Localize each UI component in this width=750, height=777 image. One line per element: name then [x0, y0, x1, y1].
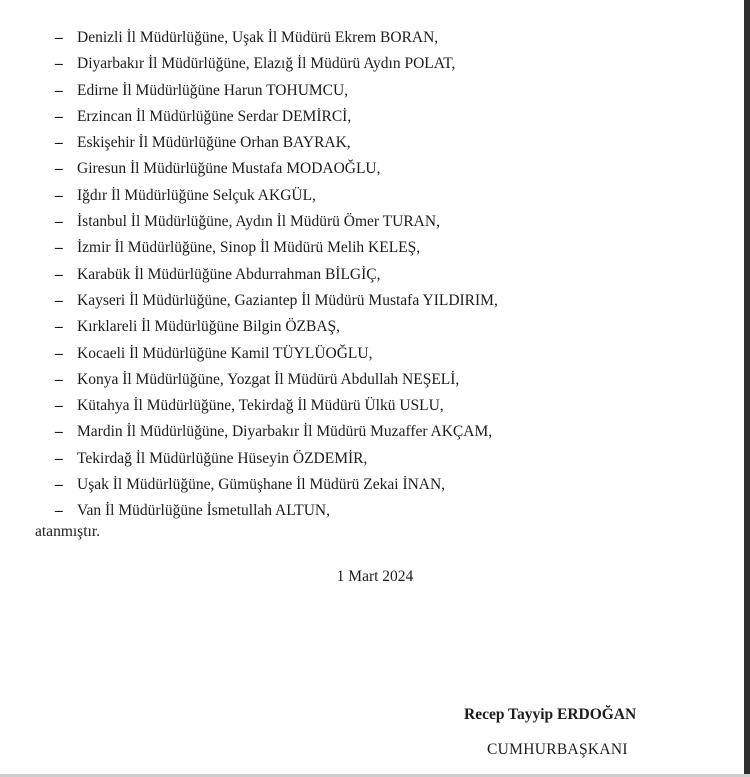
list-item — [55, 314, 715, 340]
list-item-text: Kocaeli İl Müdürlüğüne Kamil TÜYLÜOĞLU, — [77, 344, 373, 362]
signer-name: Recep Tayyip ERDOĞAN — [464, 706, 637, 723]
list-dash: – — [55, 476, 63, 494]
list-item-text: Van İl Müdürlüğüne İsmetullah ALTUN, — [77, 502, 330, 520]
list-item — [55, 419, 715, 445]
list-dash: – — [55, 291, 63, 309]
list-item-text: Uşak İl Müdürlüğüne, Gümüşhane İl Müdürü Zekai İNAN, — [77, 476, 446, 494]
list-dash: – — [55, 344, 63, 362]
list-dash: – — [55, 502, 63, 520]
list-item — [55, 498, 715, 524]
list-item — [55, 130, 715, 156]
list-dash: – — [55, 134, 63, 152]
list-dash: – — [55, 318, 63, 336]
list-dash: – — [55, 160, 63, 178]
list-dash: – — [55, 29, 63, 46]
list-dash: – — [55, 213, 63, 231]
signer-title: CUMHURBAŞKANI — [487, 741, 628, 758]
list-dash: – — [55, 423, 63, 441]
list-item-text: Erzincan İl Müdürlüğüne Serdar DEMİRCİ, — [77, 107, 352, 125]
list-item-text: Denizli İl Müdürlüğüne, Uşak İl Müdürü Ekrem BORAN, — [77, 29, 439, 46]
scan-edge-right — [744, 0, 750, 777]
list-item-text: Kayseri İl Müdürlüğüne, Gaziantep İl Müdürü Mustafa YILDIRIM, — [77, 291, 498, 309]
closing-text: atanmıştır. — [35, 523, 101, 540]
list-item — [55, 78, 715, 104]
list-item-text: Konya İl Müdürlüğüne, Yozgat İl Müdürü Abdullah NEŞELİ, — [77, 370, 460, 388]
list-item-text: Karabük İl Müdürlüğüne Abdurrahman BİLGİÇ, — [77, 265, 381, 283]
list-item-text: Tekirdağ İl Müdürlüğüne Hüseyin ÖZDEMİR, — [77, 449, 368, 467]
list-item-text: İzmir İl Müdürlüğüne, Sinop İl Müdürü Melih KELEŞ, — [77, 239, 421, 257]
list-item — [55, 235, 715, 261]
list-item — [55, 341, 715, 367]
list-item — [55, 367, 715, 393]
list-dash: – — [55, 186, 63, 204]
list-item-text: Diyarbakır İl Müdürlüğüne, Elazığ İl Müdürü Aydın POLAT, — [77, 55, 456, 73]
list-item — [55, 156, 715, 182]
list-dash: – — [55, 55, 63, 73]
list-dash: – — [55, 265, 63, 283]
list-item — [55, 51, 715, 77]
list-item — [55, 209, 715, 235]
list-item — [55, 104, 715, 130]
list-dash: – — [55, 239, 63, 257]
list-item-text: Iğdır İl Müdürlüğüne Selçuk AKGÜL, — [77, 186, 316, 204]
list-item — [55, 183, 715, 209]
list-item — [55, 25, 715, 51]
list-dash: – — [55, 397, 63, 415]
list-item-text: İstanbul İl Müdürlüğüne, Aydın İl Müdürü Ömer TURAN, — [77, 213, 440, 231]
list-item-text: Mardin İl Müdürlüğüne, Diyarbakır İl Müdürü Muzaffer AKÇAM, — [77, 423, 493, 441]
list-item — [55, 472, 715, 498]
list-item — [55, 393, 715, 419]
list-item-text: Giresun İl Müdürlüğüne Mustafa MODAOĞLU, — [77, 160, 381, 178]
list-item-text: Edirne İl Müdürlüğüne Harun TOHUMCU, — [77, 81, 349, 99]
list-dash: – — [55, 81, 63, 99]
list-item-text: Kırklareli İl Müdürlüğüne Bilgin ÖZBAŞ, — [77, 318, 341, 336]
list-dash: – — [55, 107, 63, 125]
list-item — [55, 446, 715, 472]
list-item-text: Eskişehir İl Müdürlüğüne Orhan BAYRAK, — [77, 134, 351, 152]
list-dash: – — [55, 370, 63, 388]
list-item — [55, 288, 715, 314]
list-item — [55, 262, 715, 288]
document-date: 1 Mart 2024 — [336, 568, 414, 585]
list-item-text: Kütahya İl Müdürlüğüne, Tekirdağ İl Müdürü Ülkü USLU, — [77, 397, 444, 415]
appointment-list — [55, 25, 715, 525]
list-dash: – — [55, 449, 63, 467]
